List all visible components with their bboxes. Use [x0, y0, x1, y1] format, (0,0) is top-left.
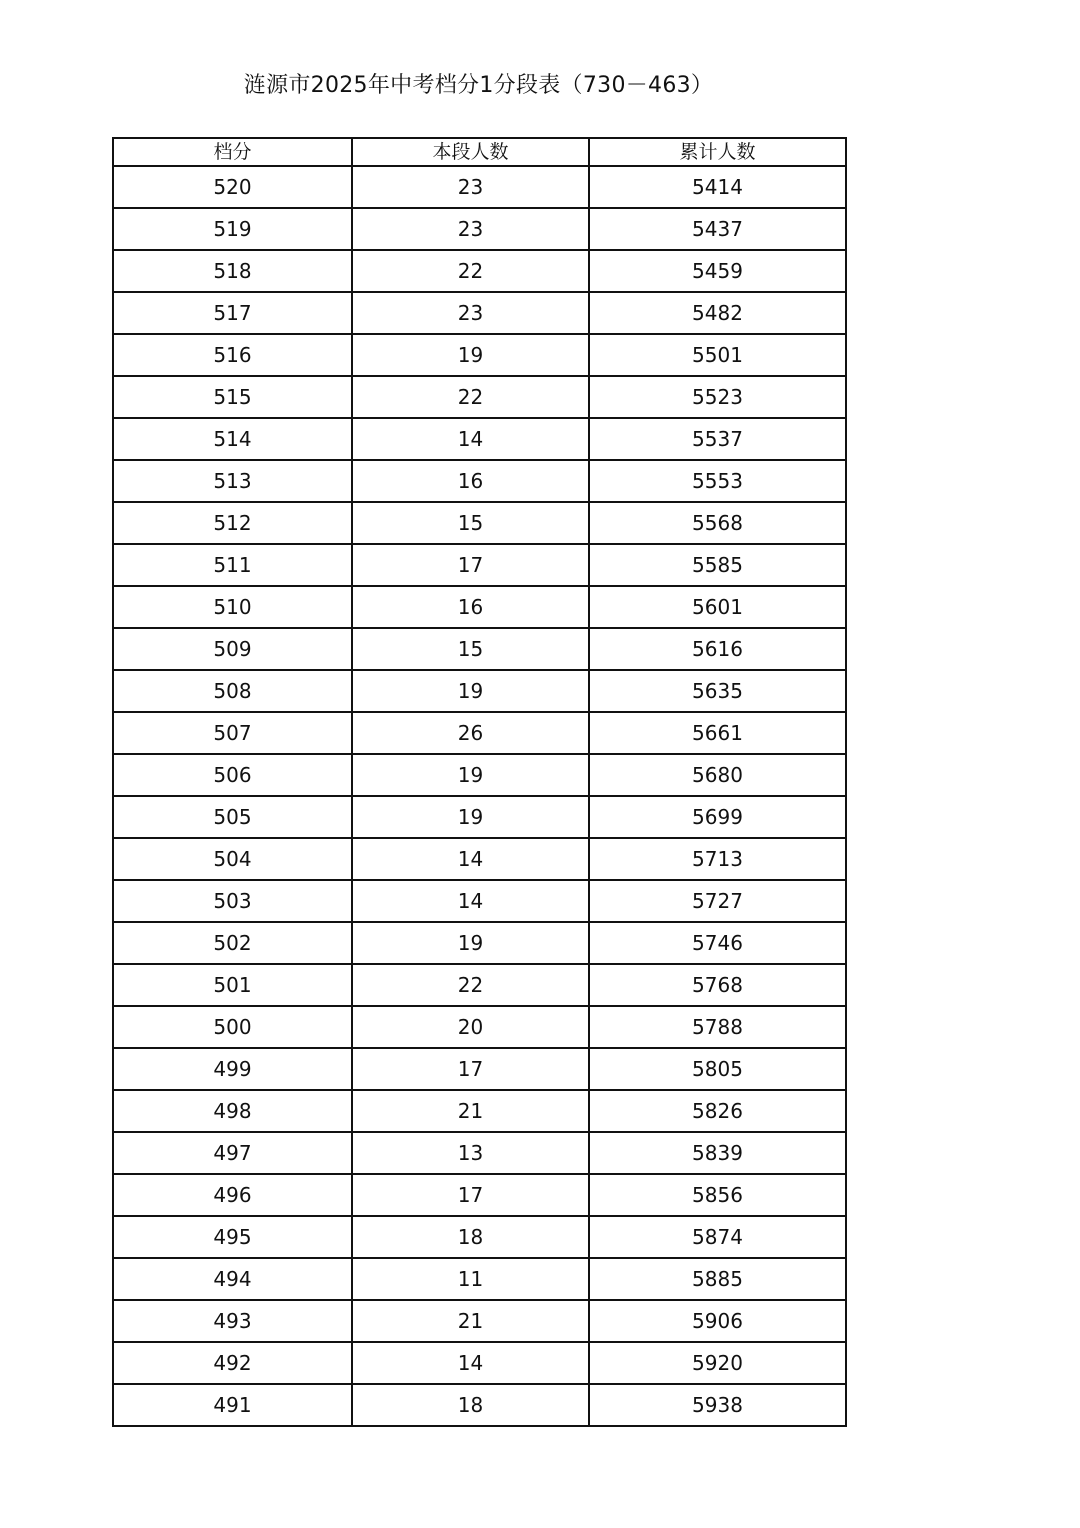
cell-segment-count: 22: [352, 376, 589, 418]
cell-segment-count: 13: [352, 1132, 589, 1174]
cell-segment-count: 17: [352, 544, 589, 586]
table-row: [113, 838, 846, 880]
cell-segment-count: 26: [352, 712, 589, 754]
cell-segment-count: 14: [352, 1342, 589, 1384]
cell-cumulative-count: 5839: [589, 1132, 846, 1174]
cell-segment-count: 15: [352, 628, 589, 670]
cell-cumulative-count: 5661: [589, 712, 846, 754]
cell-score: 514: [113, 418, 352, 460]
table-row: [113, 880, 846, 922]
document-title: 涟源市2025年中考档分1分段表（730－463）: [243, 73, 714, 98]
cell-score: 502: [113, 922, 352, 964]
cell-cumulative-count: 5568: [589, 502, 846, 544]
cell-cumulative-count: 5826: [589, 1090, 846, 1132]
cell-segment-count: 23: [352, 208, 589, 250]
cell-score: 501: [113, 964, 352, 1006]
cell-cumulative-count: 5601: [589, 586, 846, 628]
table-row: [113, 376, 846, 418]
cell-score: 505: [113, 796, 352, 838]
cell-segment-count: 22: [352, 250, 589, 292]
cell-segment-count: 19: [352, 922, 589, 964]
cell-cumulative-count: 5680: [589, 754, 846, 796]
table-body: [113, 166, 846, 1426]
cell-cumulative-count: 5523: [589, 376, 846, 418]
cell-cumulative-count: 5482: [589, 292, 846, 334]
cell-score: 491: [113, 1384, 352, 1426]
cell-score: 494: [113, 1258, 352, 1300]
cell-segment-count: 18: [352, 1384, 589, 1426]
cell-score: 512: [113, 502, 352, 544]
table-row: [113, 334, 846, 376]
table-row: [113, 1048, 846, 1090]
cell-segment-count: 15: [352, 502, 589, 544]
cell-score: 511: [113, 544, 352, 586]
table-row: [113, 1342, 846, 1384]
table-row: [113, 208, 846, 250]
cell-segment-count: 21: [352, 1090, 589, 1132]
cell-score: 520: [113, 166, 352, 208]
cell-segment-count: 14: [352, 880, 589, 922]
cell-score: 513: [113, 460, 352, 502]
cell-cumulative-count: 5727: [589, 880, 846, 922]
table-row: [113, 250, 846, 292]
cell-cumulative-count: 5635: [589, 670, 846, 712]
cell-cumulative-count: 5938: [589, 1384, 846, 1426]
cell-segment-count: 23: [352, 292, 589, 334]
cell-cumulative-count: 5874: [589, 1216, 846, 1258]
table-row: [113, 1174, 846, 1216]
cell-cumulative-count: 5856: [589, 1174, 846, 1216]
cell-segment-count: 14: [352, 418, 589, 460]
table-row: [113, 166, 846, 208]
table-row: [113, 1090, 846, 1132]
table-row: [113, 922, 846, 964]
cell-cumulative-count: 5920: [589, 1342, 846, 1384]
cell-segment-count: 22: [352, 964, 589, 1006]
table-row: [113, 292, 846, 334]
table-row: [113, 586, 846, 628]
cell-score: 499: [113, 1048, 352, 1090]
cell-segment-count: 16: [352, 460, 589, 502]
cell-score: 506: [113, 754, 352, 796]
table-row: [113, 1384, 846, 1426]
cell-cumulative-count: 5805: [589, 1048, 846, 1090]
cell-segment-count: 18: [352, 1216, 589, 1258]
cell-cumulative-count: 5906: [589, 1300, 846, 1342]
table-row: [113, 544, 846, 586]
cell-score: 510: [113, 586, 352, 628]
cell-cumulative-count: 5553: [589, 460, 846, 502]
cell-score: 497: [113, 1132, 352, 1174]
cell-segment-count: 11: [352, 1258, 589, 1300]
table-row: [113, 796, 846, 838]
cell-score: 492: [113, 1342, 352, 1384]
score-table: [112, 137, 847, 1427]
cell-score: 518: [113, 250, 352, 292]
cell-cumulative-count: 5585: [589, 544, 846, 586]
table-row: [113, 1216, 846, 1258]
table-row: [113, 502, 846, 544]
table-row: [113, 754, 846, 796]
header-segment-count: 本段人数: [352, 138, 589, 166]
table-row: [113, 418, 846, 460]
cell-cumulative-count: 5501: [589, 334, 846, 376]
table-row: [113, 1132, 846, 1174]
table-row: [113, 1300, 846, 1342]
cell-score: 500: [113, 1006, 352, 1048]
cell-score: 503: [113, 880, 352, 922]
cell-cumulative-count: 5788: [589, 1006, 846, 1048]
cell-segment-count: 23: [352, 166, 589, 208]
cell-segment-count: 19: [352, 754, 589, 796]
table-header-row: [113, 138, 846, 166]
cell-score: 508: [113, 670, 352, 712]
table-row: [113, 712, 846, 754]
table-row: [113, 1006, 846, 1048]
cell-cumulative-count: 5699: [589, 796, 846, 838]
cell-cumulative-count: 5437: [589, 208, 846, 250]
cell-score: 495: [113, 1216, 352, 1258]
cell-score: 498: [113, 1090, 352, 1132]
cell-cumulative-count: 5768: [589, 964, 846, 1006]
header-score: 档分: [113, 138, 352, 166]
cell-score: 515: [113, 376, 352, 418]
cell-cumulative-count: 5537: [589, 418, 846, 460]
cell-cumulative-count: 5746: [589, 922, 846, 964]
cell-score: 507: [113, 712, 352, 754]
table-row: [113, 964, 846, 1006]
cell-cumulative-count: 5713: [589, 838, 846, 880]
table-row: [113, 628, 846, 670]
cell-cumulative-count: 5414: [589, 166, 846, 208]
table-row: [113, 460, 846, 502]
cell-segment-count: 14: [352, 838, 589, 880]
cell-score: 516: [113, 334, 352, 376]
cell-score: 496: [113, 1174, 352, 1216]
cell-segment-count: 20: [352, 1006, 589, 1048]
cell-segment-count: 17: [352, 1048, 589, 1090]
cell-segment-count: 17: [352, 1174, 589, 1216]
cell-score: 519: [113, 208, 352, 250]
cell-segment-count: 21: [352, 1300, 589, 1342]
cell-score: 504: [113, 838, 352, 880]
cell-segment-count: 19: [352, 796, 589, 838]
cell-segment-count: 19: [352, 334, 589, 376]
cell-segment-count: 16: [352, 586, 589, 628]
cell-score: 517: [113, 292, 352, 334]
cell-cumulative-count: 5459: [589, 250, 846, 292]
cell-cumulative-count: 5616: [589, 628, 846, 670]
cell-score: 493: [113, 1300, 352, 1342]
cell-cumulative-count: 5885: [589, 1258, 846, 1300]
cell-segment-count: 19: [352, 670, 589, 712]
table-row: [113, 1258, 846, 1300]
header-cumulative-count: 累计人数: [589, 138, 846, 166]
cell-score: 509: [113, 628, 352, 670]
table-row: [113, 670, 846, 712]
